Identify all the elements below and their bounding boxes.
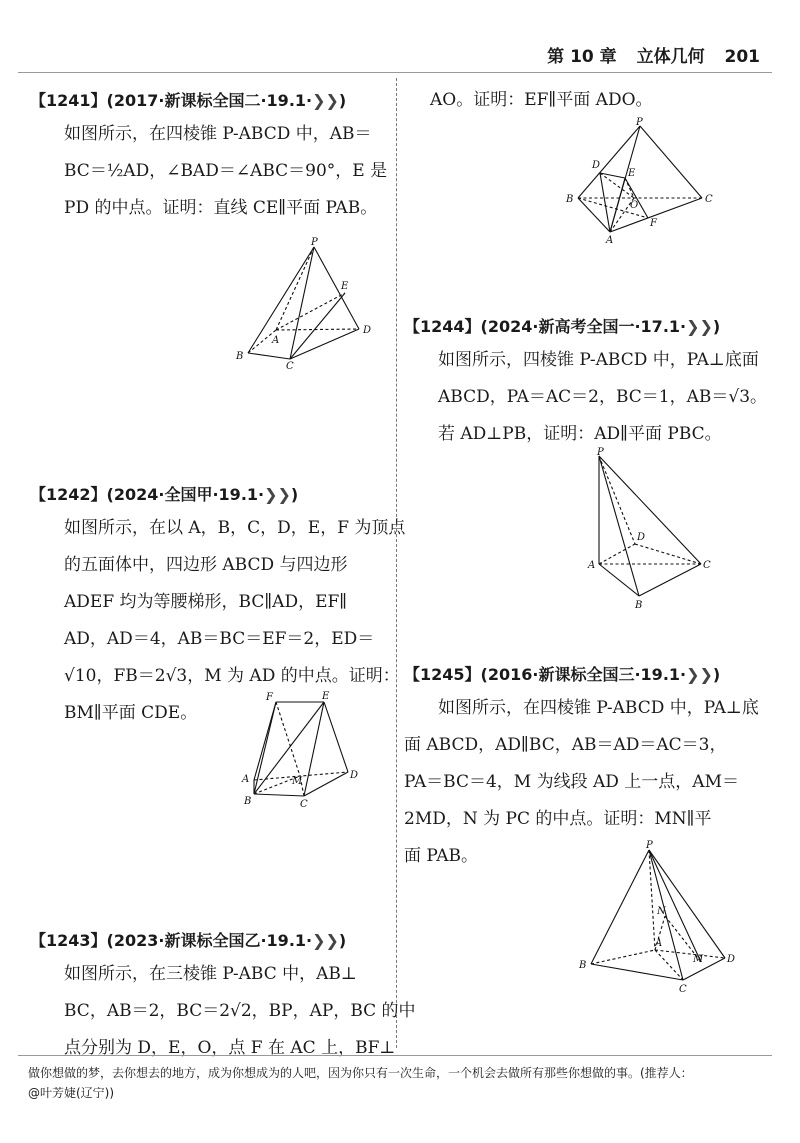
vertex-label-a: A <box>606 235 614 246</box>
vertex-label-b: B <box>244 796 252 807</box>
problem-source: (2023·新课标全国乙·19.1· <box>106 931 313 950</box>
problem-text-line: 如图所示，在四棱锥 P-ABCD 中，PA⊥底 <box>438 698 759 718</box>
difficulty-icon: ❯❯ <box>686 317 713 336</box>
difficulty-icon: ❯❯ <box>312 931 339 950</box>
vertex-label-p: P <box>597 447 604 458</box>
paren-close: ) <box>712 665 721 684</box>
problem-text-line: √10，FB＝2√3，M 为 AD 的中点。证明： <box>64 666 400 686</box>
paren-close: ) <box>338 91 347 110</box>
problem-text-line: 如图所示，在三棱锥 P-ABC 中，AB⊥ <box>64 964 357 984</box>
vertex-label-b: B <box>236 351 244 362</box>
chapter-number: 第 10 章 <box>547 47 617 67</box>
difficulty-icon: ❯❯ <box>312 91 339 110</box>
header-rule <box>18 72 772 73</box>
vertex-label-d: D <box>637 532 646 543</box>
problem-title <box>30 926 375 956</box>
problem-id: 【1243】 <box>30 931 107 950</box>
problem-text-line: PD 的中点。证明：直线 CE∥平面 PAB。 <box>64 198 378 218</box>
figure-1241 <box>228 235 388 372</box>
problem-id: 【1242】 <box>30 485 107 504</box>
figure-1243 <box>560 118 730 246</box>
problem-id: 【1241】 <box>30 91 107 110</box>
problem-1243-continued <box>430 82 775 119</box>
problem-text-line: BC＝½AD，∠BAD＝∠ABC＝90°，E 是 <box>64 161 388 181</box>
vertex-label-c: C <box>703 560 711 571</box>
problem-text-line: PA＝BC＝4，M 为线段 AD 上一点，AM＝ <box>404 772 739 792</box>
problem-title <box>30 480 375 510</box>
paren-close: ) <box>338 931 347 950</box>
vertex-label-c: C <box>300 799 308 810</box>
vertex-label-d: D <box>727 954 736 965</box>
footer-rule <box>18 1055 772 1056</box>
problem-text-line: 若 AD⊥PB，证明：AD∥平面 PBC。 <box>438 424 722 444</box>
vertex-label-b: B <box>566 194 574 205</box>
problem-text-line: 点分别为 D，E，O，点 F 在 AC 上，BF⊥ <box>64 1038 396 1058</box>
vertex-label-m: M <box>292 776 303 787</box>
problem-text-line: 如图所示，在四棱锥 P-ABCD 中，AB＝ <box>64 124 372 144</box>
problem-text-line: BM∥平面 CDE。 <box>64 703 198 723</box>
problem-source: (2016·新课标全国三·19.1· <box>480 665 687 684</box>
problem-source: (2024·全国甲·19.1· <box>106 485 265 504</box>
problem-source: (2017·新课标全国二·19.1· <box>106 91 313 110</box>
problem-text-line: AD，AD＝4，AB＝BC＝EF＝2，ED＝ <box>64 629 375 649</box>
page-footer <box>28 1063 760 1103</box>
problem-text-line: 的五面体中，四边形 ABCD 与四边形 <box>64 555 348 575</box>
vertex-label-e: E <box>322 691 330 702</box>
vertex-label-n: N <box>657 906 666 917</box>
vertex-label-d: D <box>363 325 372 336</box>
vertex-label-f: F <box>266 692 273 703</box>
problem-1244 <box>404 312 774 453</box>
vertex-label-d: D <box>350 770 359 781</box>
figure-1245 <box>575 838 750 998</box>
problem-text-line: 如图所示，四棱锥 P-ABCD 中，PA⊥底面 <box>438 350 759 370</box>
vertex-label-b: B <box>579 960 587 971</box>
problem-id: 【1244】 <box>404 317 481 336</box>
problem-text-line: ABCD，PA＝AC＝2，BC＝1，AB＝√3。 <box>438 387 768 407</box>
vertex-label-c: C <box>679 984 687 995</box>
column-divider <box>396 78 397 1048</box>
difficulty-icon: ❯❯ <box>686 665 713 684</box>
vertex-label-f: F <box>650 218 657 229</box>
problem-text-line: 2MD，N 为 PC 的中点。证明：MN∥平 <box>404 809 712 829</box>
vertex-label-m: M <box>693 954 704 965</box>
figure-1242 <box>232 688 362 810</box>
vertex-label-a: A <box>242 774 250 785</box>
vertex-label-c: C <box>705 194 713 205</box>
problem-text-line: 如图所示，在以 A，B，C，D，E，F 为顶点 <box>64 518 406 538</box>
problem-text-line: AO。证明：EF∥平面 ADO。 <box>430 90 653 110</box>
page-header <box>533 42 760 67</box>
vertex-label-b: B <box>635 600 643 611</box>
vertex-label-a: A <box>272 335 280 346</box>
problem-title <box>404 660 774 690</box>
vertex-label-p: P <box>311 237 318 248</box>
problem-1241 <box>30 86 388 227</box>
problem-source: (2024·新高考全国一·17.1· <box>480 317 687 336</box>
problem-title <box>404 312 774 342</box>
paren-close: ) <box>712 317 721 336</box>
vertex-label-e: E <box>628 168 636 179</box>
vertex-label-a: A <box>655 938 663 949</box>
footer-quote: 做你想做的梦，去你想去的地方，成为你想成为的人吧，因为你只有一次生命，一个机会去做所有那些你想做的事。(推荐人： <box>28 1066 693 1080</box>
footer-attribution: @叶芳婕(辽宁)) <box>28 1086 115 1100</box>
problem-text-line: BC，AB＝2，BC＝2√2，BP，AP，BC 的中 <box>64 1001 416 1021</box>
difficulty-icon: ❯❯ <box>264 485 291 504</box>
problem-text-line: 面 ABCD，AD∥BC，AB＝AD＝AC＝3， <box>404 735 727 755</box>
vertex-label-o: O <box>630 200 639 211</box>
chapter-title: 立体几何 <box>636 47 705 67</box>
figure-1244 <box>585 446 715 614</box>
vertex-label-p: P <box>636 117 643 128</box>
vertex-label-e: E <box>341 281 349 292</box>
problem-id: 【1245】 <box>404 665 481 684</box>
vertex-label-c: C <box>286 361 294 372</box>
vertex-label-a: A <box>588 560 596 571</box>
problem-title <box>30 86 375 116</box>
problem-1243 <box>30 926 416 1067</box>
vertex-label-p: P <box>646 840 653 851</box>
problem-text-line: 面 PAB。 <box>404 846 479 866</box>
paren-close: ) <box>290 485 299 504</box>
vertex-label-d: D <box>592 160 601 171</box>
page-number: 201 <box>724 47 760 67</box>
problem-text-line: ADEF 均为等腰梯形，BC∥AD，EF∥ <box>64 592 348 612</box>
